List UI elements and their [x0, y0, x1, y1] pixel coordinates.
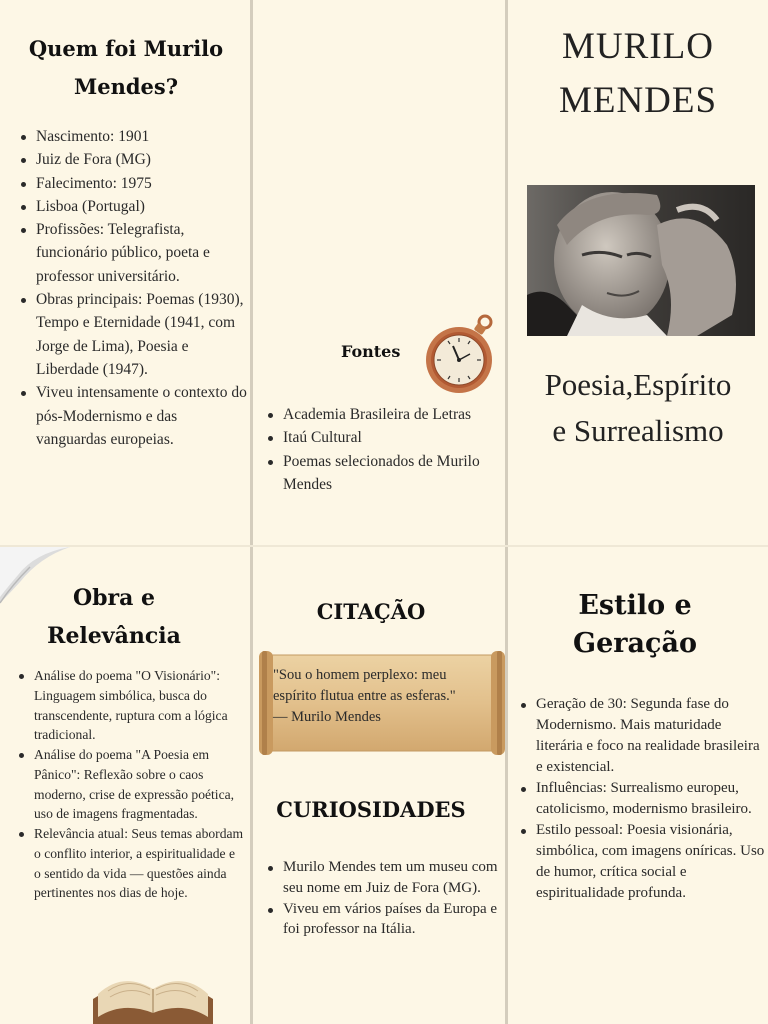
- cover-title-line1: MURILO: [562, 26, 714, 67]
- panel-heading: Quem foi Murilo Mendes?: [28, 36, 224, 99]
- panel-heading: [508, 587, 762, 663]
- cover-subtitle-line1: Poesia,Espírito: [544, 367, 732, 402]
- panel-cover: [508, 0, 768, 545]
- panel-estilo-geracao: [508, 547, 768, 1024]
- author-portrait-photo: [527, 185, 755, 336]
- heading-line1: Estilo e: [578, 590, 692, 621]
- cover-title-line2: MENDES: [558, 80, 718, 121]
- heading-line2: Relevância: [47, 623, 181, 649]
- citacao-heading: CITAÇÃO: [316, 599, 426, 624]
- list-item: Profissões: Telegrafista, funcionário público, poeta e professor universitário.: [16, 218, 248, 288]
- list-item: Itaú Cultural: [263, 426, 503, 449]
- estilo-list: [516, 694, 768, 904]
- open-book-icon: [88, 959, 218, 1024]
- list-item: Influências: Surrealismo europeu, catolicismo, modernismo brasileiro.: [516, 778, 768, 820]
- cover-subtitle-line2: e Surrealismo: [552, 413, 724, 448]
- pocket-watch-icon: [423, 310, 499, 396]
- list-item: Geração de 30: Segunda fase do Modernismo. Mais maturidade literária e foco na realidade brasileira e existencial.: [516, 694, 768, 778]
- heading-line1: Obra e: [72, 585, 156, 611]
- list-item: Viveu em vários países da Europa e foi professor na Itália.: [263, 899, 503, 941]
- list-item: Relevância atual: Seus temas abordam o conflito interior, a espiritualidade e o sentido da vida — questões ainda pertinentes nos dias de hoje.: [14, 824, 244, 903]
- list-item: Estilo pessoal: Poesia visionária, simbólica, com imagens oníricas. Uso de humor, crítica social e espiritualidade profunda.: [516, 820, 768, 904]
- obra-list: [14, 666, 244, 903]
- panel-quem-foi: [0, 0, 250, 545]
- panel-heading: [0, 579, 228, 655]
- list-item: Nascimento: 1901: [16, 125, 248, 148]
- panel-fontes: [253, 0, 505, 545]
- fontes-label: Fontes: [341, 342, 401, 361]
- list-item: Análise do poema "O Visionário": Linguagem simbólica, busca do transcendente, ruptura com a lógica tradicional.: [14, 666, 244, 745]
- panel-citacao-curiosidades: [253, 547, 505, 1024]
- panel-obra-relevancia: [0, 547, 250, 1024]
- quote-text: "Sou o homem perplexo: meu espírito flutua entre as esferas.": [273, 667, 456, 704]
- bio-list: [16, 125, 248, 451]
- list-item: Lisboa (Portugal): [16, 195, 248, 218]
- list-item: Academia Brasileira de Letras: [263, 403, 503, 426]
- quote-author: — Murilo Mendes: [273, 709, 381, 725]
- cover-subtitle: [508, 362, 768, 454]
- list-item: Falecimento: 1975: [16, 172, 248, 195]
- cover-title: [508, 20, 768, 128]
- list-item: Análise do poema "A Poesia em Pânico": Reflexão sobre o caos moderno, crise de expressão poética, uso de imagens fragmentadas.: [14, 745, 244, 824]
- list-item: Poemas selecionados de Murilo Mendes: [263, 450, 503, 497]
- curiosidades-heading: CURIOSIDADES: [276, 797, 466, 822]
- heading-line2: Geração: [573, 628, 697, 659]
- list-item: Viveu intensamente o contexto do pós-Modernismo e das vanguardas europeias.: [16, 381, 248, 451]
- curiosidades-list: [263, 857, 503, 940]
- citation-quote: [273, 665, 493, 728]
- list-item: Obras principais: Poemas (1930), Tempo e Eternidade (1941, com Jorge de Lima), Poesia e Liberdade (1947).: [16, 288, 248, 381]
- list-item: Murilo Mendes tem um museu com seu nome em Juiz de Fora (MG).: [263, 857, 503, 899]
- fontes-list: [263, 403, 503, 496]
- list-item: Juiz de Fora (MG): [16, 148, 248, 171]
